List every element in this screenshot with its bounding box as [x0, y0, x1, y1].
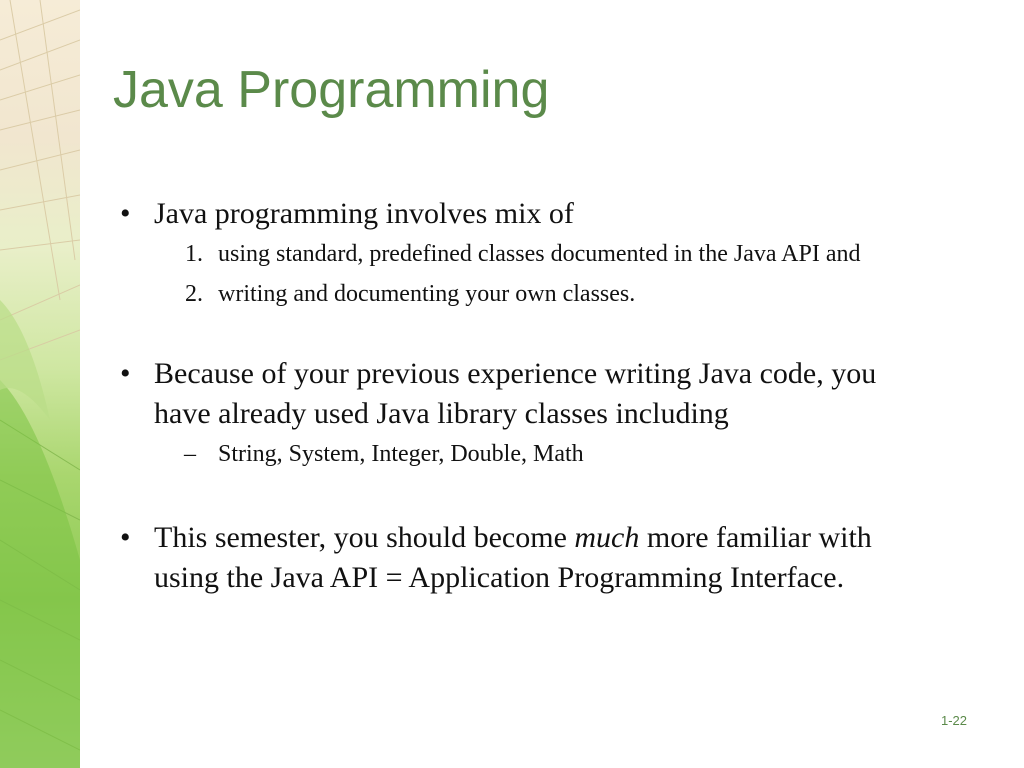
slide-number: 1-22: [941, 713, 968, 728]
spacer: [120, 314, 1000, 354]
bullet-item: [120, 354, 1000, 434]
decorative-side-art-lines: [0, 0, 80, 768]
spacer: [120, 474, 1000, 518]
bullet-text-line2: have already used Java library classes including: [154, 397, 729, 430]
bullet-item: [120, 518, 1000, 598]
bullet-text-emphasis: much: [574, 521, 640, 554]
item-text: String, System, Integer, Double, Math: [218, 441, 584, 467]
numbered-item: [120, 274, 1000, 314]
slide-title: Java Programming: [113, 61, 550, 119]
dash-marker: –: [184, 441, 196, 467]
item-number: 1.: [185, 241, 203, 267]
bullet-marker: •: [120, 357, 131, 390]
dash-item: [120, 434, 1000, 474]
bullet-marker: •: [120, 521, 131, 554]
bullet-text-line2: using the Java API = Application Programming Interface.: [154, 561, 845, 594]
item-text: using standard, predefined classes documented in the Java API and: [218, 241, 861, 267]
bullet-text: Java programming involves mix of: [154, 197, 574, 230]
bullet-text-after: more familiar with: [639, 521, 872, 554]
bullet-item: [120, 194, 1000, 234]
decorative-side-art: [0, 0, 80, 768]
bullet-text-before: This semester, you should become: [154, 521, 575, 554]
numbered-item: [120, 234, 1000, 274]
slide-content: [120, 194, 1000, 598]
item-text: writing and documenting your own classes.: [218, 281, 636, 307]
item-number: 2.: [185, 281, 203, 307]
bullet-marker: •: [120, 197, 131, 230]
bullet-text-line1: Because of your previous experience writing Java code, you: [154, 357, 877, 390]
